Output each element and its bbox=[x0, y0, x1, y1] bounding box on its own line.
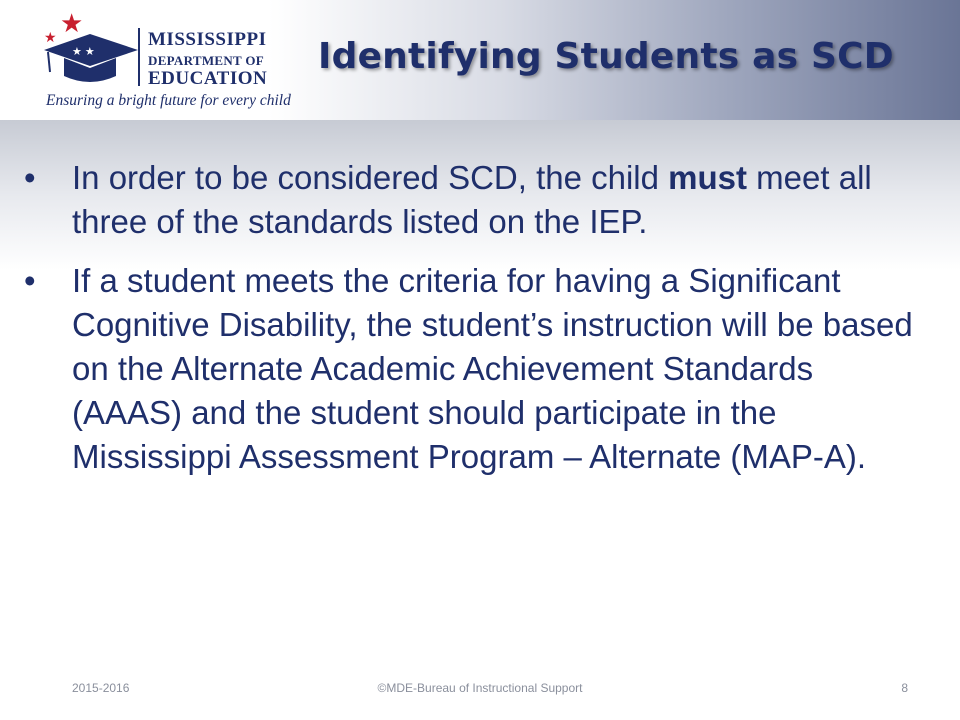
logo-divider bbox=[138, 28, 140, 86]
bullet-icon: • bbox=[24, 159, 36, 196]
logo-tagline: Ensuring a bright future for every child bbox=[46, 92, 291, 109]
bullet-text-post: meet all three of the standards listed on the IEP. bbox=[72, 159, 872, 240]
graduation-cap-icon bbox=[42, 28, 142, 88]
bullet-item bbox=[24, 259, 924, 479]
logo-line-mississippi: MISSISSIPPI bbox=[148, 29, 267, 50]
slide-title: Identifying Students as SCD bbox=[318, 36, 894, 77]
bullet-list bbox=[24, 156, 924, 479]
red-star-icon: ★ bbox=[60, 8, 84, 38]
svg-text:★ ★: ★ ★ bbox=[72, 46, 95, 58]
footer-date: 2015-2016 bbox=[72, 681, 130, 695]
bullet-text: If a student meets the criteria for having a Significant Cognitive Disability, the student’s instruction will be based on the Alternate Academic Achievement Standards (AAAS) and the student should participate in the Mississippi Assessment Program – Alternate (MAP-A). bbox=[72, 262, 913, 475]
footer-copyright: ©MDE-Bureau of Instructional Support bbox=[377, 681, 583, 695]
bullet-text-pre: In order to be considered SCD, the child bbox=[72, 159, 669, 196]
bullet-text-emphasis: must bbox=[668, 159, 748, 196]
red-star-small-icon: ★ bbox=[44, 29, 57, 45]
mde-logo bbox=[30, 8, 290, 113]
bullet-icon: • bbox=[24, 262, 36, 299]
logo-line-department: DEPARTMENT OF bbox=[148, 53, 264, 68]
bullet-item bbox=[24, 156, 924, 244]
logo-line-education: EDUCATION bbox=[148, 68, 268, 89]
slide-number: 8 bbox=[901, 681, 908, 695]
